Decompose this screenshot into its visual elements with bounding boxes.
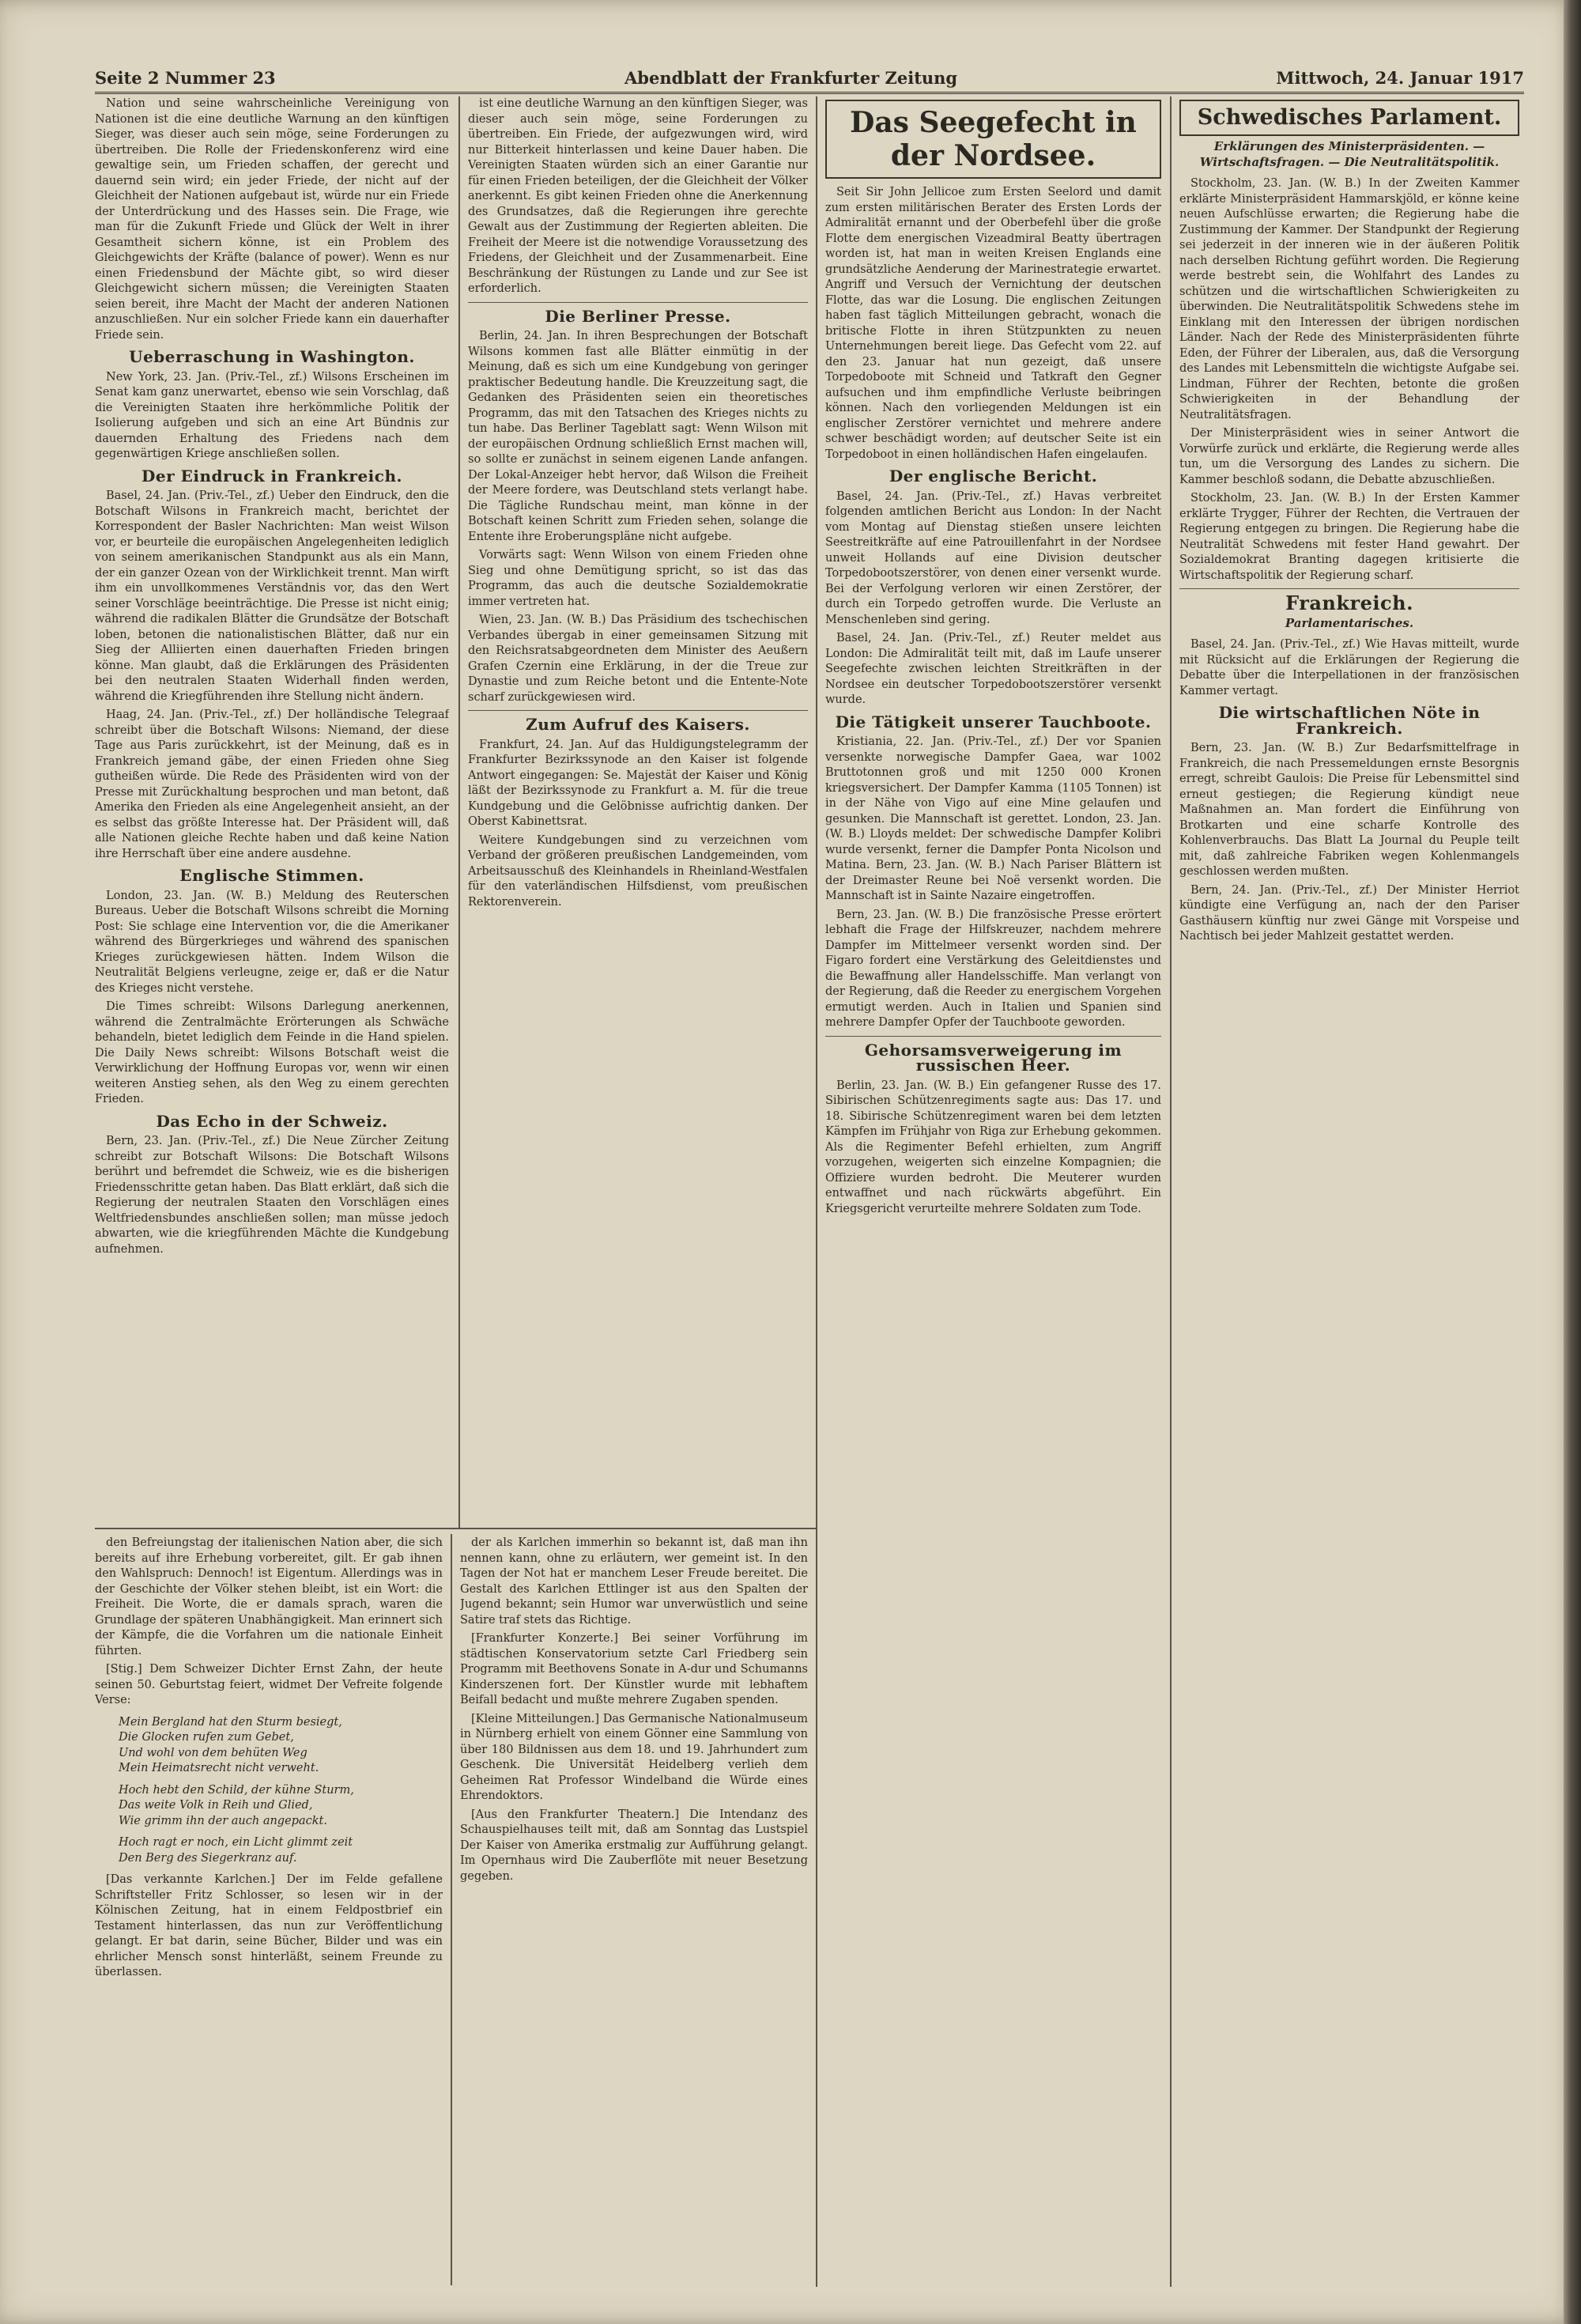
poem-line: Mein Bergland hat den Sturm besiegt, — [119, 1715, 342, 1729]
divider — [468, 302, 808, 303]
section-headline: Schwedisches Parlament. — [1179, 100, 1519, 136]
feuilleton-column-2 — [460, 1536, 808, 2287]
article-text: Haag, 24. Jan. (Priv.-Tel., zf.) Der holländische Telegraaf schreibt über die Botschaft Wilsons: Niemand, der diese Tage aus Paris zurückkehrt, ist der Meinung, daß es in Frankreich jemand gäbe, der einen Frieden ohne Sieg gutheißen würde. Die Rede des Präsidenten wird von der Presse mit Zurückhaltung besprochen und man betont, daß Amerika den Frieden als eine Angelegenheit ansieht, an der es selbst das größte Interesse hat. Der Präsident will, daß alle Nationen gleiche Rechte haben und daß keine Nation ihre Herrschaft über eine andere ausdehne. — [95, 709, 449, 860]
article-text: Berlin, 24. Jan. In ihren Besprechungen der Botschaft Wilsons kommen fast alle Blätter einmütig in der Meinung, daß es sich um eine Kundgebung von geringer praktischer Bedeutung handle. Die Kreuzzeitung sagt, die Gedanken des Präsidenten seien ein theoretisches Programm, das mit den Tatsachen des Krieges nichts zu tun habe. Das Berliner Tageblatt sagt: Wenn Wilson mit der europäischen Ordnung schließlich Ernst machen will, so sollte er zunächst in seinem eigenen Lande anfangen. Der Lokal-Anzeiger hebt hervor, daß Wilson die Freiheit der Meere fordere, was Deutschland stets verlangt habe. Die Tägliche Rundschau meint, man könne in der Botschaft keinen Schritt zum Frieden sehen, solange die Entente ihre Eroberungspläne nicht aufgebe. — [468, 330, 808, 543]
newspaper-title: Abendblatt der Frankfurter Zeitung — [624, 68, 958, 88]
divider — [825, 1036, 1161, 1037]
divider — [468, 710, 808, 711]
article-heading: Die Berliner Presse. — [545, 306, 731, 326]
article-text: [Stig.] Dem Schweizer Dichter Ernst Zahn, der heute seinen 50. Geburtstag feiert, widmet Der Vefreite folgende Verse: — [95, 1663, 443, 1706]
article-text: Weitere Kundgebungen sind zu verzeichnen vom Verband der größeren preußischen Landgemeinden, vom Arbeitsausschuß des Kleinhandels in Rheinland-Westfalen für den vaterländischen Hilfsdienst, vom preußischen Rektorenverein. — [468, 833, 808, 909]
column-3 — [825, 96, 1161, 2279]
article-text: Berlin, 23. Jan. (W. B.) Ein gefangener Russe des 17. Sibirischen Schützenregiments sagte aus: Das 17. und 18. Sibirische Schützenregiment waren bei dem letzten Kämpfen im Frühjahr von Riga zur Erhebung gekommen. Als die Regimenter Befehl erhielten, zum Angriff vorzugehen, weigerten sich einzelne Kompagnien; die Offiziere wurden bedroht. Die Meuterer wurden entwaffnet und nach rückwärts abgeführt. Ein Kriegsgericht verurteilte mehrere Soldaten zum Tode. — [825, 1079, 1161, 1215]
article-text: New York, 23. Jan. (Priv.-Tel., zf.) Wilsons Erscheinen im Senat kam ganz unerwartet, ebenso wie sein Vorschlag, daß die Vereinigten Staaten ihre herkömmliche Politik der Isolierung aufgeben und sich an eine Art Bündnis zur dauernden Erhaltung des Friedens nach dem gegenwärtigen Kriege anschließen sollen. — [95, 370, 449, 460]
lead-headline: Das Seegefecht in der Nordsee. — [825, 100, 1161, 179]
article-heading: Das Echo in der Schweiz. — [156, 1111, 388, 1131]
article-heading: Ueberraschung in Washington. — [129, 347, 415, 366]
column-rule — [816, 96, 817, 2287]
column-rule — [1170, 96, 1172, 2287]
article-text: den Befreiungstag der italienischen Nation aber, die sich bereits auf ihre Erhebung vorbereitet, gilt. Er gab ihnen den Wahlspruch: Dennoch! ist Eigentum. Allerdings was in der Geschichte der Völker stehen bleibt, ist ein Wort: die Freiheit. Die Worte, die er damals sprach, waren die Grundlage der späteren Unabhängigkeit. Man erinnert sich der Kämpfe, die die Vorfahren um die nationale Einheit führten. — [95, 1536, 443, 1657]
book-spine — [1564, 0, 1581, 2324]
section-subheading: Parlamentarisches. — [1285, 615, 1414, 630]
poem-line: Hoch ragt er noch, ein Licht glimmt zeit — [119, 1836, 353, 1849]
divider — [1179, 588, 1519, 589]
poem-line: Das weite Volk in Reih und Glied, — [119, 1799, 313, 1812]
page-number-label: Seite 2 Nummer 23 — [95, 68, 276, 88]
article-text: Kristiania, 22. Jan. (Priv.-Tel., zf.) Der vor Spanien versenkte norwegische Dampfer Gaea, war 1002 Bruttotonnen groß und mit 1250 000 Kronen kriegsversichert. Der Dampfer Kamma (1105 Tonnen) ist in der Nähe von Vigo auf eine Mine gelaufen und gesunken. Die Mannschaft ist gerettet. London, 23. Jan. (W. B.) Lloyds meldet: Der schwedische Dampfer Kolibri wurde versenkt, ferner die Dampfer Ponta Nicolson und Matina. Bern, 23. Jan. (W. B.) Nach Pariser Blättern ist der Dreimaster Reune bei Noë versenkt worden. Die Mannschaft ist in Sainte Nazaire eingetroffen. — [825, 735, 1161, 902]
article-heading: Frankreich. — [1285, 591, 1413, 614]
article-text: Nation und seine wahrscheinliche Vereinigung von Nationen ist die eine deutliche Warnung an den künftigen Sieger, was dieser auch sein möge, seine Forderungen zu übertreiben. Die Rolle der Friedenskonferenz wird eine gewaltige sein, um Frieden schaffen, der gerecht und dauernd sein wird; ein jeder Friede, der nicht auf der Gleichheit der Nationen aufgebaut ist, würde nur ein Friede der Unterdrückung und des Hasses sein. Die Frage, wie man für die Zukunft Friede und Glück der Welt in ihrer Gesamtheit sichern könne, ist ein Problem des Gleichgewichts der Kräfte (balance of power). Wenn es nur einen Friedensbund der Mächte gibt, so wird dieser Gleichgewicht sichern müssen; die Vereinigten Staaten seien bereit, ihre Macht der Macht der anderen Nationen anzuschließen. Nur ein solcher Friede kann ein dauerhafter Friede sein. — [95, 97, 449, 342]
feuilleton-rule — [95, 1528, 816, 1529]
article-heading: Der englische Bericht. — [889, 467, 1098, 486]
article-heading: Zum Aufruf des Kaisers. — [526, 715, 750, 734]
article-text: Bern, 23. Jan. (W. B.) Die französische Presse erörtert lebhaft die Frage der Hilfskreuzer, nachdem mehrere Dampfer im Mittelmeer versenkt worden sind. Der Figaro fordert eine Verstärkung des Geleitdienstes und die Bewaffnung aller Handelsschiffe. Man verlangt von der Regierung, daß die Reeder zu energischem Vorgehen ermutigt werden. Auch in Italien und Spanien sind mehrere Dampfer Opfer der Tauchboote geworden. — [825, 908, 1161, 1029]
article-text: Bern, 23. Jan. (Priv.-Tel., zf.) Die Neue Zürcher Zeitung schreibt zur Botschaft Wilsons: Die Botschaft Wilsons berührt und befremdet die Schweiz, wie es die bisherigen Friedensschritte getan haben. Das Blatt erklärt, daß sich die Regierung der neutralen Staaten den Vorschlägen eines Weltfriedensbundes anschließen sollen; man müsse jedoch abwarten, wie die kriegführenden Mächte die Kundgebung aufnehmen. — [95, 1135, 449, 1256]
poem-line: Hoch hebt den Schild, der kühne Sturm, — [119, 1783, 354, 1797]
article-text: Der Ministerpräsident wies in seiner Antwort die Vorwürfe zurück und erklärte, die Regierung werde alles tun, um die Versorgung des Landes zu sichern. Die Kammer beschloß sodann, die Debatte abzuschließen. — [1179, 427, 1519, 486]
article-heading: Englische Stimmen. — [179, 866, 364, 885]
article-text: Bern, 24. Jan. (Priv.-Tel., zf.) Der Minister Herriot kündigte eine Verfügung an, nach der den Pariser Gasthäusern künftig nur zwei Gänge mit Vorspeise und Nachtisch bei jeder Mahlzeit gestattet werden. — [1179, 883, 1519, 943]
article-text: Wien, 23. Jan. (W. B.) Das Präsidium des tschechischen Verbandes übergab in einer gemeinsamen Sitzung mit den Reichsratsabgeordneten dem Minister des Aeußern Grafen Czernin eine Erklärung, in der die Treue zur Dynastie und zum Reiche betont und die Entente-Note scharf zurückgewiesen wird. — [468, 614, 808, 704]
section-subheading: Erklärungen des Ministerpräsidenten. — Wirtschaftsfragen. — Die Neutralitätspolitik. — [1199, 139, 1500, 169]
article-text: Bern, 23. Jan. (W. B.) Zur Bedarfsmittelfrage in Frankreich, die nach Pressemeldungen ernste Besorgnis erregt, schreibt Gaulois: Die Preise für Lebensmittel sind erneut gestiegen; die Regierung kündigt neue Maßnahmen an. Man fordert die Einführung von Brotkarten und eine scharfe Kontrolle des Kohlenverbrauchs. Das Blatt La Journal du Peuple teilt mit, daß zahlreiche Fabriken wegen Kohlenmangels geschlossen werden mußten. — [1179, 742, 1519, 878]
article-text: Stockholm, 23. Jan. (W. B.) In der Ersten Kammer erklärte Trygger, Führer der Rechten, die Vertrauen der Regierung entgegen zu bringen. Die Regierung habe die Neutralität Schwedens mit fester Hand gewahrt. Der Sozialdemokrat Branting dagegen kritisierte die Wirtschaftspolitik der Regierung scharf. — [1179, 492, 1519, 582]
feuilleton-column-1 — [95, 1536, 443, 2287]
poem-line: Und wohl von dem behüten Weg — [119, 1746, 308, 1759]
column-4 — [1179, 96, 1519, 2279]
article-text: Basel, 24. Jan. (Priv.-Tel., zf.) Havas verbreitet folgenden amtlichen Bericht aus London: In der Nacht vom Montag auf Dienstag stießen unsere leichten Seestreitkräfte auf eine Patrouillenfahrt in der Nordsee unweit Hollands auf eine Division deutscher Torpedobootszerstörer, von denen einer versenkt wurde. Bei der Verfolgung verloren wir einen Zerstörer, der durch ein Torpedo getroffen wurde. Die Verluste an Menschenleben sind gering. — [825, 489, 1161, 626]
article-text: [Aus den Frankfurter Theatern.] Die Intendanz des Schauspielhauses teilt mit, daß am Sonntag das Lustspiel Der Kaiser von Amerika erstmalig zur Aufführung gelangt. Im Opernhaus wird Die Zauberflöte mit neuer Besetzung gegeben. — [460, 1808, 808, 1883]
article-heading: Gehorsamsverweigerung im russischen Heer. — [864, 1040, 1123, 1075]
column-rule — [451, 1534, 452, 2285]
issue-date: Mittwoch, 24. Januar 1917 — [1276, 68, 1524, 88]
poem-line: Den Berg des Siegerkranz auf. — [119, 1851, 297, 1865]
article-text: Vorwärts sagt: Wenn Wilson von einem Frieden ohne Sieg und ohne Demütigung spricht, so ist das das Programm, das auch die deutsche Sozialdemokratie immer vertreten hat. — [468, 549, 808, 608]
article-text: Stockholm, 23. Jan. (W. B.) In der Zweiten Kammer erklärte Ministerpräsident Hammarskjöld, er könne keine neuen Aufschlüsse erwarten; die Regierung habe die Zustimmung der Kammer. Der Standpunkt der Regierung sei jederzeit in der inneren wie in der äußeren Politik nach derselben Richtung geführt worden. Die Regierung werde bestrebt sein, die Wohlfahrt des Landes zu schützen und die wirtschaftlichen Schwierigkeiten zu überwinden. Die Neutralitätspolitik Schwedens stehe im Einklang mit den Interessen der übrigen nordischen Länder. Nach der Rede des Ministerpräsidenten führte Eden, der Führer der Liberalen, aus, daß die Versorgung des Landes mit Lebensmitteln die wichtigste Aufgabe sei. Lindman, Führer der Rechten, betonte die großen Schwierigkeiten in der Behandlung der Neutralitätsfragen. — [1179, 177, 1519, 421]
column-2 — [468, 96, 808, 1520]
article-text: Basel, 24. Jan. (Priv.-Tel., zf.) Reuter meldet aus London: Die Admiralität teilt mit, daß im Laufe unserer Seegefechte zwischen leichten Streitkräften in der Nordsee ein deutscher Torpedobootszerstörer versenkt wurde. — [825, 632, 1161, 706]
article-text: der als Karlchen immerhin so bekannt ist, daß man ihn nennen kann, ohne zu erläutern, wer gemeint ist. In den Tagen der Not hat er manchem Leser Freude bereitet. Die Gestalt des Karlchen Ettlinger ist aus den Spalten der Jugend bekannt; sein Humor war unverwüstlich und seine Satire traf stets das Richtige. — [460, 1536, 808, 1627]
article-heading: Der Eindruck in Frankreich. — [141, 466, 402, 486]
poem-line: Wie grimm ihn der auch angepackt. — [119, 1814, 327, 1827]
poem-line: Mein Heimatsrecht nicht verweht. — [119, 1762, 319, 1774]
article-text: ist eine deutliche Warnung an den künftigen Sieger, was dieser auch sein möge, seine Forderungen zu übertreiben. Ein Friede, der aufgezwungen wird, wird nur Bitterkeit hinterlassen und keine Dauer haben. Die Vereinigten Staaten würden sich an einer Garantie nur für einen Frieden beteiligen, der die Gleichheit der Völker anerkennt. Es gibt keinen Frieden ohne die Anerkennung des Grundsatzes, daß die Regierungen ihre gerechte Gewalt aus der Zustimmung der Regierten ableiten. Die Freiheit der Meere ist die notwendige Voraussetzung des Friedens, der Gleichheit und der Zusammenarbeit. Eine Beschränkung der Rüstungen zu Lande und zur See ist erforderlich. — [468, 97, 808, 295]
column-1 — [95, 96, 449, 1520]
article-heading: Die wirtschaftlichen Nöte in Frankreich. — [1218, 703, 1481, 738]
article-text: Frankfurt, 24. Jan. Auf das Huldigungstelegramm der Frankfurter Bezirkssynode an den Kaiser ist folgende Antwort eingegangen: Se. Majestät der Kaiser und König läßt der Bezirkssynode zu Frankfurt a. M. für die treue Kundgebung und die Gelöbnisse aufrichtig danken. Der Oberst Kabinettsrat. — [468, 738, 808, 828]
column-rule — [458, 96, 460, 1528]
article-text: [Kleine Mitteilungen.] Das Germanische Nationalmuseum in Nürnberg erhielt von einem Gönner eine Sammlung von über 180 Bildnissen aus dem 18. und 19. Jahrhundert zum Geschenk. Die Universität Heidelberg verlieh dem Geheimen Rat Professor Windelband die Würde eines Ehrendoktors. — [460, 1712, 808, 1802]
article-text: Basel, 24. Jan. (Priv.-Tel., zf.) Ueber den Eindruck, den die Botschaft Wilsons in Frankreich macht, berichtet der Korrespondent der Basler Nachrichten: Man weist Wilson vor, er beurteile die europäischen Angelegenheiten lediglich von seinem amerikanischen Standpunkt aus als ein Mann, der ein ganzer Ozean von der Wirklichkeit trennt. Man wirft ihm ein unvollkommenes Verständnis vor, das den Wert seiner Vorschläge beeinträchtige. Die Presse ist nicht einig; während die radikalen Blätter die Grundsätze der Botschaft loben, betonen die nationalistischen Blätter, daß nur ein Sieg der Alliierten einen dauerhaften Frieden bringen könne. Man glaubt, daß die Erklärungen des Präsidenten bei den neutralen Staaten Widerhall finden werden, während die Kriegführenden ihre Stellung nicht ändern. — [95, 489, 449, 703]
article-text: Die Times schreibt: Wilsons Darlegung anerkennen, während die Zentralmächte Erörterungen als Schwäche behandeln, bietet lediglich dem Feinde in die Hand spielen. Die Daily News schreibt: Wilsons Botschaft weist die Verwirklichung der Hoffnung Europas vor, wenn wir einen weiteren Anstieg sehen, als den Weg zu einem gerechten Frieden. — [95, 1000, 449, 1105]
article-text: [Das verkannte Karlchen.] Der im Felde gefallene Schriftsteller Fritz Schlosser, so lesen wir in der Kölnischen Zeitung, hat in einem Feldpostbrief ein Testament hinterlassen, das nun zur Veröffentlichung gelangt. Er bat darin, seine Bücher, Bilder und was ein ehrlicher Mensch sonst hinterläßt, seinem Freunde zu überlassen. — [95, 1873, 443, 1978]
article-text: London, 23. Jan. (W. B.) Meldung des Reuterschen Bureaus. Ueber die Botschaft Wilsons schreibt die Morning Post: Sie schlage eine Intervention vor, die die Amerikaner während des Bürgerkrieges und während des spanischen Krieges zurückgewiesen hätten. Indem Wilson die Neutralität Belgiens verleugne, zeige er, daß er die Natur des Krieges nicht verstehe. — [95, 889, 449, 995]
article-text: [Frankfurter Konzerte.] Bei seiner Vorführung im städtischen Konservatorium setzte Carl Friedberg sein Programm mit Beethovens Sonate in A-dur und Schumanns Kinderszenen fort. Der Künstler wurde mit lebhaftem Beifall bedacht und mußte mehrere Zugaben spenden. — [460, 1632, 808, 1706]
article-text: Seit Sir John Jellicoe zum Ersten Seelord und damit zum ersten militärischen Berater des Ersten Lords der Admiralität ernannt und der Oberbefehl über die große Flotte dem energischen Vizeadmiral Beatty übertragen worden ist, hat man in weiten Kreisen Englands eine grundsätzliche Aenderung der Marinestrategie erwartet. Angriff und Versuch der Vernichtung der deutschen Flotte, das war die Losung. Die englischen Zeitungen haben fast täglich Mitteilungen gebracht, wonach die britische Flotte in ihren Stützpunkten zu neuen Unternehmungen bereit liege. Das Gefecht vom 22. auf den 23. Januar hat nun gezeigt, daß unsere Torpedoboote mit Schneid und Tatkraft den Gegner aufsuchen und ihm empfindliche Verluste beibringen können. Nach den vorliegenden Meldungen ist ein englischer Zerstörer vernichtet und mehrere andere schwer beschädigt worden; auf deutscher Seite ist ein Torpedoboot in einen holländischen Hafen eingelaufen. — [825, 186, 1161, 461]
article-text: Basel, 24. Jan. (Priv.-Tel., zf.) Wie Havas mitteilt, wurde mit Rücksicht auf die Erklärungen der Regierung die Debatte über die Interpellationen in der französischen Kammer vertagt. — [1179, 638, 1519, 697]
page-header — [95, 66, 1524, 94]
poem-line: Die Glocken rufen zum Gebet, — [119, 1731, 294, 1744]
poem — [119, 1715, 443, 1867]
article-heading: Die Tätigkeit unserer Tauchboote. — [835, 712, 1152, 731]
